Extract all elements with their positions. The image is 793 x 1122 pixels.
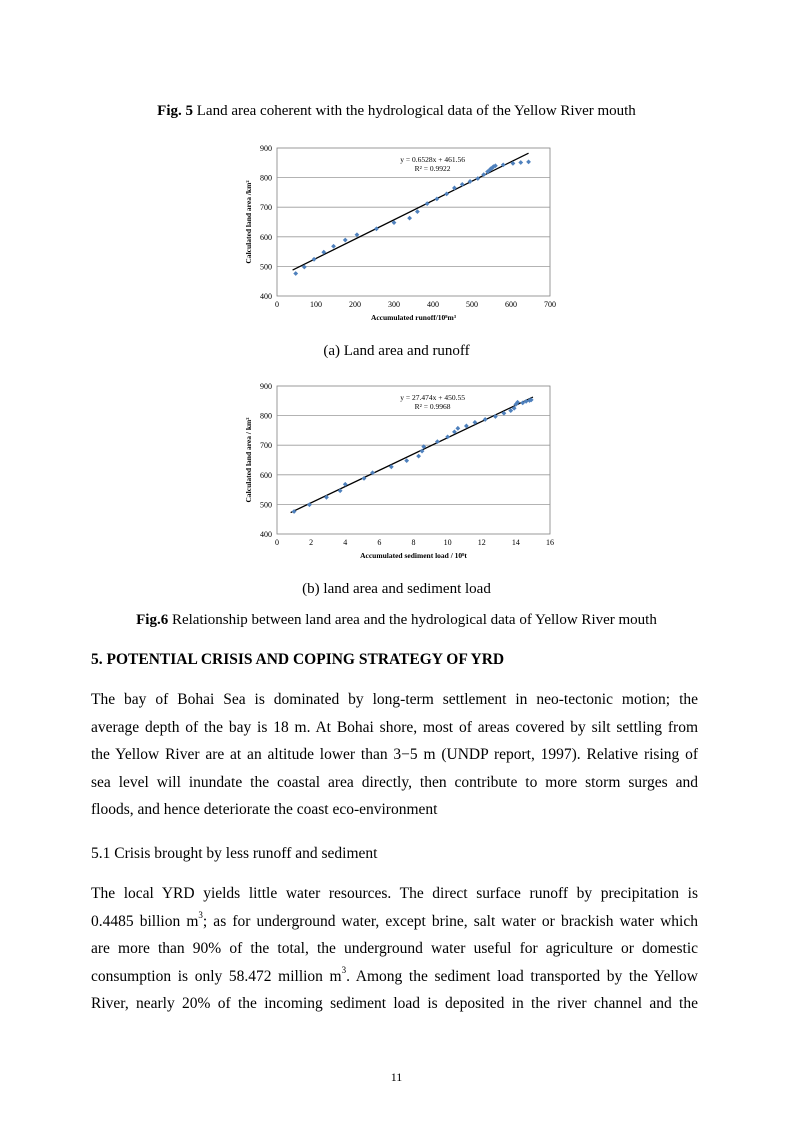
subcaption-b: (b) land area and sediment load [302,581,491,597]
y-tick-label: 700 [260,203,272,213]
superscript: 3 [198,910,203,921]
x-tick-label: 4 [343,538,348,547]
para2-line: are more than 90% of the total, the underground water useful for agriculture or domestic [91,940,698,957]
chart-runoff [232,140,572,330]
trend-equation: y = 0.6528x + 461.56 [400,155,465,164]
para1-line: the Yellow River are at an altitude lower than 3−5 m (UNDP report, 1997). Relative rising of [91,746,698,763]
x-tick-label: 100 [310,300,322,309]
para1-line: average depth of the bay is 18 m. At Bohai shore, most of areas covered by silt settling from [91,718,698,736]
y-tick-label: 600 [260,232,272,242]
x-tick-label: 14 [511,538,520,547]
r-squared: R² = 0.9968 [414,402,451,411]
para2-text: 0.4485 billion m [91,912,199,930]
fig6-caption [0,612,793,629]
x-tick-label: 700 [544,300,556,309]
x-tick-label: 600 [505,300,517,309]
plot-area [277,148,550,296]
y-axis-label: Calculated land area / km² [244,417,253,503]
para2-line: The local YRD yields little water resources. The direct surface runoff by precipitation is [91,885,698,902]
y-tick-label: 700 [260,441,272,451]
x-tick-label: 10 [443,538,452,547]
y-tick-label: 900 [260,144,272,153]
fig6-text: Relationship between land area and the hydrological data of Yellow River mouth [168,612,657,628]
x-tick-label: 12 [477,538,486,547]
para1-line: The bay of Bohai Sea is dominated by long-term settlement in neo-tectonic motion; the [91,691,698,708]
section-heading: 5. POTENTIAL CRISIS AND COPING STRATEGY OF YRD [91,651,505,668]
x-tick-label: 16 [546,538,554,547]
x-tick-label: 6 [377,538,382,547]
chart-sediment [232,378,572,568]
chart-runoff-svg [232,140,572,330]
y-tick-label: 800 [260,173,272,183]
y-tick-label: 400 [260,530,272,539]
fig6-label: Fig.6 [136,612,169,628]
x-tick-label: 400 [427,300,439,309]
x-tick-label: 0 [275,300,279,309]
trend-equation: y = 27.474x + 450.55 [400,393,465,402]
x-tick-label: 0 [275,538,279,547]
x-axis-label: Accumulated sediment load / 10⁸t [360,551,467,560]
para2-line [91,908,698,936]
para2-text: consumption is only 58.472 million m [91,967,342,985]
y-axis-label: Calculated land area /km² [244,180,253,264]
x-tick-label: 200 [349,300,361,309]
chart-sediment-svg [232,378,572,568]
y-tick-label: 800 [260,411,272,421]
para1-line: sea level will inundate the coastal area directly, then contribute to more storm surges and [91,773,698,791]
x-tick-label: 500 [466,300,478,309]
y-tick-label: 500 [260,262,272,272]
x-axis-label: Accumulated runoff/10⁸m³ [370,313,457,322]
subsection-heading: 5.1 Crisis brought by less runoff and sediment [91,845,378,862]
para2-text: ; as for underground water, except brine, salt water or brackish water which [202,912,698,930]
para2-line: River, nearly 20% of the incoming sediment load is deposited in the river channel and the [91,995,698,1012]
y-tick-label: 900 [260,382,272,391]
r-squared: R² = 0.9922 [414,164,451,173]
y-tick-label: 500 [260,500,272,510]
x-tick-label: 8 [411,538,416,547]
x-tick-label: 300 [388,300,400,309]
para2-text: . Among the sediment load transported by the Yellow [346,967,698,985]
x-tick-label: 2 [309,538,314,547]
paragraph-1 [91,686,698,824]
subcaption-a: (a) Land area and runoff [323,343,470,359]
fig5-text: Land area coherent with the hydrological data of the Yellow River mouth [193,103,636,119]
para2-line [91,963,698,991]
fig5-caption [0,103,793,120]
page-number: 11 [390,1070,403,1084]
para1-line: floods, and hence deteriorate the coast eco-environment [91,801,438,818]
y-tick-label: 400 [260,292,272,301]
superscript: 3 [341,965,347,976]
paragraph-2 [91,880,698,1018]
fig5-label: Fig. 5 [157,103,194,119]
y-tick-label: 600 [260,470,272,480]
